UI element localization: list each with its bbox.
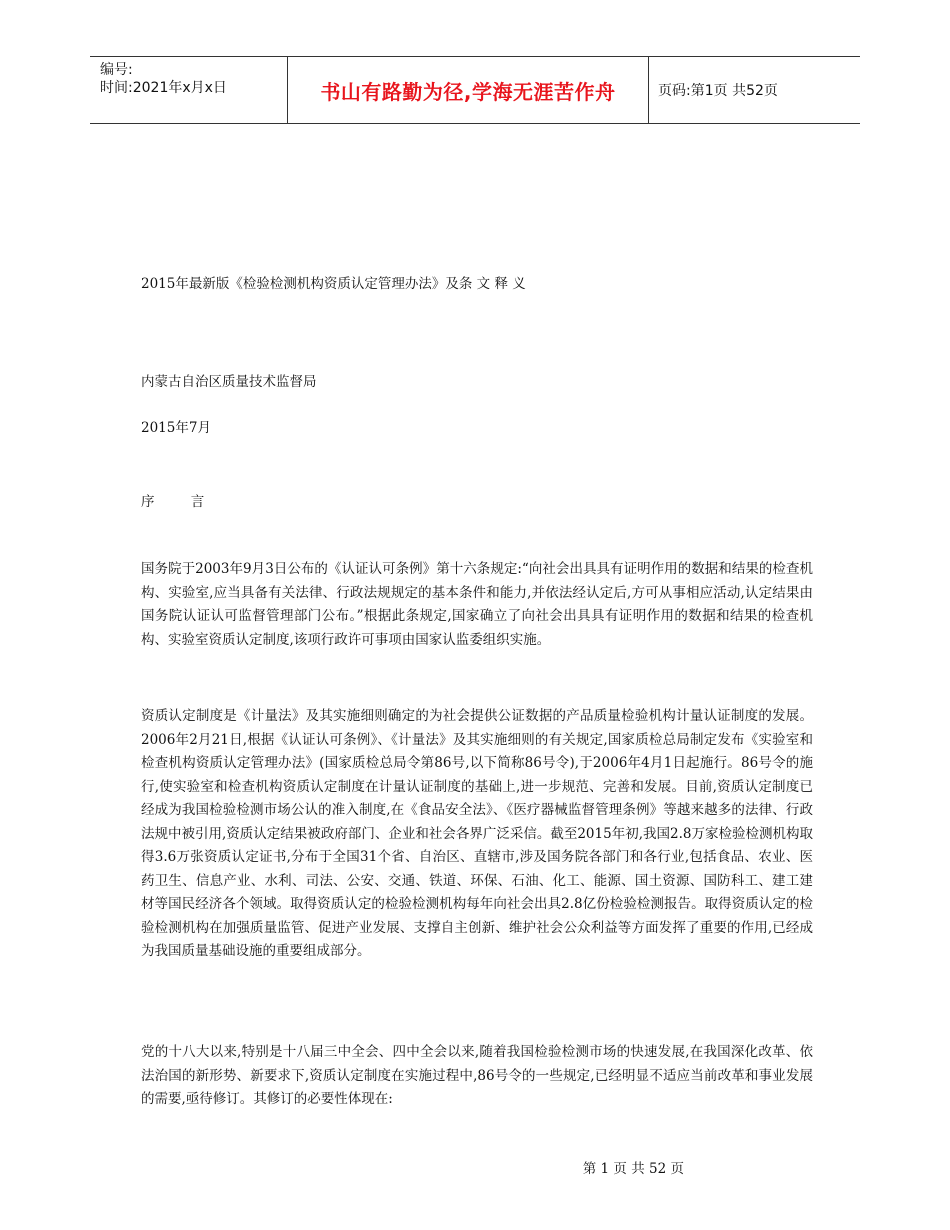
document-title: 2015年最新版《检验检测机构资质认定管理办法》及条 文 释 义 xyxy=(141,276,526,292)
issuer: 内蒙古自治区质量技术监督局 xyxy=(141,374,317,390)
page-footer: 第 1 页 共 52 页 xyxy=(582,1161,684,1177)
paragraph: 国务院于2003年9月3日公布的《认证认可条例》第十六条规定:“向社会出具具有证明作用的数据和结果的检查机构、实验室,应当具备有关法律、行政法规规定的基本条件和能力,并依法经认定后,方可从事相应活动,认定结果由国务院认证认可监督管理部门公布。”根据此条规定,国家确立了向社会出具具有证明作用的数据和结果的检查机构、实验室资质认定制度,该项行政许可事项由国家认监委组织实施。 xyxy=(141,561,813,648)
time-label: 时间:2021年x月x日 xyxy=(100,80,227,96)
paragraph: 资质认定制度是《计量法》及其实施细则确定的为社会提供公证数据的产品质量检验机构计量认证制度的发展。2006年2月21日,根据《认证认可条例》、《计量法》及其实施细则的有关规定,国家质检总局制定发布《实验室和检查机构资质认定管理办法》(国家质检总局令第86号,以下简称86号令),于2006年4月1日起施行。86号令的施行,使实验室和检查机构资质认定制度在计量认证制度的基础上,进一步规范、完善和发展。目前,资质认定制度已经成为我国检验检测市场公认的准入制度,在《食品安全法》、《医疗器械监督管理条例》等越来越多的法律、行政法规中被引用,资质认定结果被政府部门、企业和社会各界广泛采信。截至2015年初,我国2.8万家检验检测机构取得3.6万张资质认定证书,分布于全国31个省、自治区、直辖市,涉及国务院各部门和各行业,包括食品、农业、医药卫生、信息产业、水利、司法、公安、交通、铁道、环保、石油、化工、能源、国土资源、国防科工、建工建材等国民经济各个领域。取得资质认定的检验检测机构每年向社会出具2.8亿份检验检测报告。取得资质认定的检验检测机构在加强质量监管、促进产业发展、支撑自主创新、维护社会公众利益等方面发挥了重要的作用,已经成为我国质量基础设施的重要组成部分。 xyxy=(141,708,813,959)
header-page-info: 页码:第1页 共52页 xyxy=(658,83,778,99)
number-label: 编号: xyxy=(100,62,133,78)
header-meta xyxy=(100,61,227,97)
preface-heading: 序 言 xyxy=(141,494,221,510)
page-header xyxy=(90,56,860,124)
paragraph: 党的十八大以来,特别是十八届三中全会、四中全会以来,随着我国检验检测市场的快速发展,在我国深化改革、依法治国的新形势、新要求下,资质认定制度在实施过程中,86号令的一些规定,已经明显不适应当前改革和事业发展的需要,亟待修订。其修订的必要性体现在: xyxy=(141,1044,813,1107)
document-date: 2015年7月 xyxy=(141,420,211,436)
header-motto: 书山有路勤为径,学海无涯苦作舟 xyxy=(287,57,649,123)
